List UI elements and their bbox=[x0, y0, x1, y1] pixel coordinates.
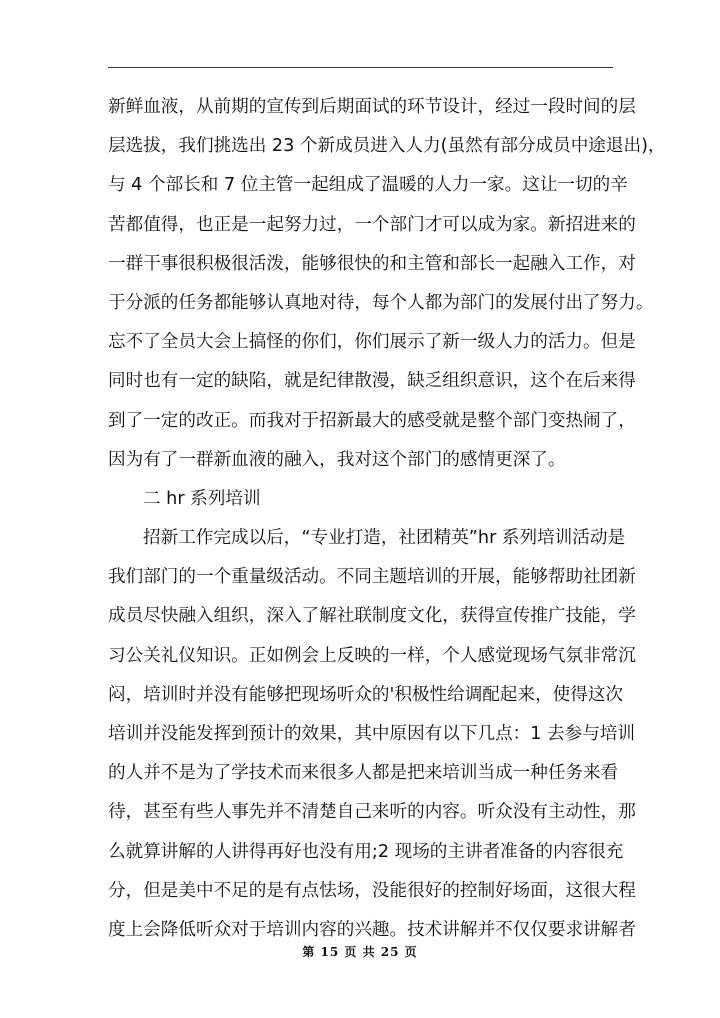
text-line: 苦都值得，也正是一起努力过，一个部门才可以成为家。新招进来的 bbox=[108, 214, 636, 235]
paragraph-recruitment bbox=[108, 88, 666, 480]
text-line: 待，甚至有些人事先并不清楚自己来听的内容。听众没有主动性，那 bbox=[108, 802, 636, 823]
text-line: 习公关礼仪知识。正如例会上反映的一样，个人感觉现场气氛非常沉 bbox=[108, 645, 636, 666]
text-line: 与 4 个部长和 7 位主管一起组成了温暖的人力一家。这让一切的辛 bbox=[108, 175, 628, 196]
text-line: 同时也有一定的缺陷，就是纪律散漫，缺乏组织意识，这个在后来得 bbox=[108, 371, 636, 392]
text-line: 到了一定的改正。而我对于招新最大的感受就是整个部门变热闹了， bbox=[108, 410, 636, 431]
header-rule bbox=[108, 67, 613, 68]
text-line: 一群干事很积极很活泼，能够很快的和主管和部长一起融入工作，对 bbox=[108, 253, 636, 274]
text-line: 新鲜血液，从前期的宣传到后期面试的环节设计，经过一段时间的层 bbox=[108, 97, 636, 117]
page-number-footer: 第 15 页 共 25 页 bbox=[302, 945, 418, 959]
text-line: 的人并不是为了学技术而来很多人都是把来培训当成一种任务来看 bbox=[108, 763, 619, 784]
text-line: 成员尽快融入组织，深入了解社联制度文化，获得宣传推广技能，学 bbox=[108, 606, 636, 627]
text-line: 我们部门的一个重量级活动。不同主题培训的开展，能够帮助社团新 bbox=[108, 567, 636, 588]
text-line: 因为有了一群新血液的融入，我对这个部门的感情更深了。 bbox=[108, 449, 566, 470]
text-line: 培训并没能发挥到预计的效果，其中原因有以下几点：1 去参与培训 bbox=[108, 724, 636, 744]
text-line: 于分派的任务都能够认真地对待，每个人都为部门的发展付出了努力。 bbox=[108, 292, 654, 313]
section-heading: 二 hr 系列培训 bbox=[143, 488, 261, 509]
text-line: 度上会降低听众对于培训内容的兴趣。技术讲解并不仅仅要求讲解者 bbox=[108, 919, 636, 940]
document-body bbox=[108, 88, 666, 950]
text-line: 么就算讲解的人讲得再好也没有用;2 现场的主讲者准备的内容很充 bbox=[108, 841, 624, 862]
text-line: 分，但是美中不足的是有点怯场，没能很好的控制好场面，这很大程 bbox=[108, 880, 636, 901]
paragraph-hr-training bbox=[108, 519, 636, 950]
text-line: 招新工作完成以后，“专业打造，社团精英”hr 系列培训活动是 bbox=[143, 528, 626, 549]
text-line: 忘不了全员大会上搞怪的你们，你们展示了新一级人力的活力。但是 bbox=[108, 332, 636, 353]
text-line: 闷，培训时并没有能够把现场听众的'积极性给调配起来，使得这次 bbox=[108, 684, 624, 705]
text-line: 层选拔，我们挑选出 23 个新成员进入人力(虽然有部分成员中途退出)， bbox=[108, 136, 666, 157]
